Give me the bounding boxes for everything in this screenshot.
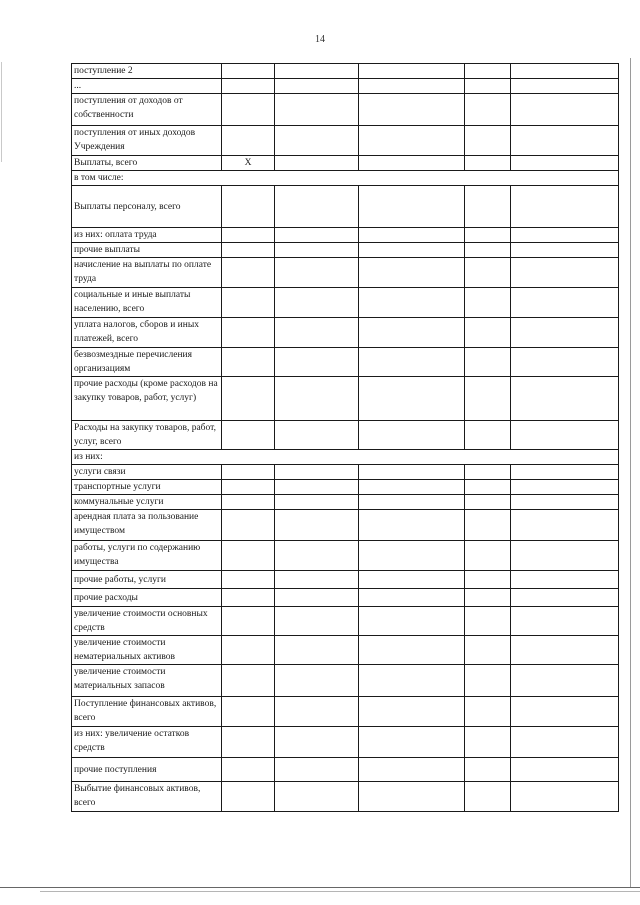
- value-cell: [359, 465, 465, 480]
- value-cell: [511, 541, 619, 571]
- value-cell: [359, 258, 465, 288]
- table-row: [72, 465, 619, 480]
- value-cell: [511, 377, 619, 421]
- value-cell: [275, 636, 359, 665]
- table-row: [72, 607, 619, 636]
- row-label: арендная плата за пользование имуществом: [72, 510, 222, 541]
- value-cell: [275, 94, 359, 126]
- scan-edge-left: [1, 62, 2, 162]
- value-cell: [222, 727, 275, 758]
- row-label: Выплаты персоналу, всего: [72, 186, 222, 228]
- row-label: увеличение стоимости нематериальных активов: [72, 636, 222, 665]
- value-cell: [275, 421, 359, 450]
- table-row: [72, 541, 619, 571]
- table-row: [72, 665, 619, 697]
- value-cell: [275, 186, 359, 228]
- row-label: работы, услуги по содержанию имущества: [72, 541, 222, 571]
- value-cell: [222, 186, 275, 228]
- value-cell: [511, 64, 619, 79]
- scan-edge-right: [630, 58, 631, 888]
- value-cell: [359, 697, 465, 727]
- value-cell: [222, 607, 275, 636]
- value-cell: [511, 421, 619, 450]
- table-row: [72, 697, 619, 727]
- table-row: [72, 79, 619, 94]
- table-row: [72, 243, 619, 258]
- value-cell: [359, 571, 465, 589]
- value-cell: [222, 348, 275, 377]
- value-cell: [511, 94, 619, 126]
- value-cell: [222, 697, 275, 727]
- value-cell: [359, 348, 465, 377]
- value-cell: [222, 243, 275, 258]
- value-cell: [511, 589, 619, 607]
- table-row: [72, 318, 619, 348]
- row-label: начисление на выплаты по оплате труда: [72, 258, 222, 288]
- value-cell: [465, 64, 511, 79]
- value-cell: [275, 541, 359, 571]
- value-cell: [222, 318, 275, 348]
- table-row: [72, 258, 619, 288]
- value-cell: X: [222, 156, 275, 171]
- value-cell: [275, 79, 359, 94]
- value-cell: [222, 79, 275, 94]
- value-cell: [465, 589, 511, 607]
- table-row: [72, 126, 619, 156]
- row-label: Выбытие финансовых активов, всего: [72, 782, 222, 812]
- row-label: безвозмездные перечисления организациям: [72, 348, 222, 377]
- value-cell: [465, 465, 511, 480]
- value-cell: [222, 541, 275, 571]
- row-label: прочие поступления: [72, 758, 222, 782]
- financial-plan-table: [71, 63, 619, 812]
- value-cell: [275, 228, 359, 243]
- value-cell: [511, 228, 619, 243]
- table-body: [72, 64, 619, 812]
- table-row: [72, 171, 619, 186]
- value-cell: [359, 636, 465, 665]
- value-cell: [222, 665, 275, 697]
- value-cell: [359, 510, 465, 541]
- row-label: прочие работы, услуги: [72, 571, 222, 589]
- value-cell: [511, 665, 619, 697]
- row-label: прочие расходы: [72, 589, 222, 607]
- value-cell: [465, 571, 511, 589]
- value-cell: [359, 228, 465, 243]
- value-cell: [511, 318, 619, 348]
- value-cell: [359, 782, 465, 812]
- value-cell: [275, 465, 359, 480]
- table-row: [72, 480, 619, 495]
- value-cell: [222, 465, 275, 480]
- value-cell: [465, 636, 511, 665]
- table-row: [72, 782, 619, 812]
- value-cell: [511, 348, 619, 377]
- value-cell: [275, 480, 359, 495]
- value-cell: [511, 727, 619, 758]
- value-cell: [359, 186, 465, 228]
- value-cell: [222, 64, 275, 79]
- value-cell: [359, 727, 465, 758]
- value-cell: [275, 64, 359, 79]
- value-cell: [222, 288, 275, 318]
- row-label: поступления от доходов от собственности: [72, 94, 222, 126]
- value-cell: [359, 607, 465, 636]
- value-cell: [465, 186, 511, 228]
- table-row: [72, 589, 619, 607]
- value-cell: [359, 589, 465, 607]
- row-label: Выплаты, всего: [72, 156, 222, 171]
- row-label: уплата налогов, сборов и иных платежей, всего: [72, 318, 222, 348]
- value-cell: [275, 665, 359, 697]
- value-cell: [275, 697, 359, 727]
- row-label: ...: [72, 79, 222, 94]
- value-cell: [465, 727, 511, 758]
- value-cell: [465, 421, 511, 450]
- row-label: услуги связи: [72, 465, 222, 480]
- value-cell: [465, 156, 511, 171]
- value-cell: [465, 94, 511, 126]
- value-cell: [222, 258, 275, 288]
- value-cell: [511, 258, 619, 288]
- row-label: прочие выплаты: [72, 243, 222, 258]
- value-cell: [465, 228, 511, 243]
- value-cell: [511, 697, 619, 727]
- value-cell: [511, 186, 619, 228]
- value-cell: [511, 480, 619, 495]
- value-cell: [275, 589, 359, 607]
- row-label: Поступление финансовых активов, всего: [72, 697, 222, 727]
- table-row: [72, 94, 619, 126]
- value-cell: [511, 156, 619, 171]
- value-cell: [275, 782, 359, 812]
- scan-edge-bottom-secondary: [40, 891, 640, 892]
- row-label: транспортные услуги: [72, 480, 222, 495]
- row-label: в том числе:: [72, 171, 619, 186]
- value-cell: [275, 758, 359, 782]
- value-cell: [359, 288, 465, 318]
- row-label: Расходы на закупку товаров, работ, услуг, всего: [72, 421, 222, 450]
- value-cell: [222, 228, 275, 243]
- value-cell: [359, 318, 465, 348]
- row-label: из них: увеличение остатков средств: [72, 727, 222, 758]
- value-cell: [511, 465, 619, 480]
- table-row: [72, 348, 619, 377]
- value-cell: [222, 421, 275, 450]
- table-row: [72, 228, 619, 243]
- table-row: [72, 377, 619, 421]
- value-cell: [275, 571, 359, 589]
- page-number: 14: [315, 34, 325, 45]
- value-cell: [222, 782, 275, 812]
- value-cell: [465, 377, 511, 421]
- value-cell: [275, 156, 359, 171]
- value-cell: [465, 258, 511, 288]
- value-cell: [275, 126, 359, 156]
- scan-edge-bottom: [0, 887, 640, 888]
- value-cell: [359, 156, 465, 171]
- value-cell: [465, 541, 511, 571]
- value-cell: [222, 94, 275, 126]
- row-label: увеличение стоимости основных средств: [72, 607, 222, 636]
- value-cell: [465, 126, 511, 156]
- value-cell: [275, 243, 359, 258]
- value-cell: [275, 495, 359, 510]
- value-cell: [222, 495, 275, 510]
- row-label: прочие расходы (кроме расходов на закупку товаров, работ, услуг): [72, 377, 222, 421]
- table-row: [72, 421, 619, 450]
- table-row: [72, 727, 619, 758]
- value-cell: [465, 348, 511, 377]
- value-cell: [275, 318, 359, 348]
- value-cell: [359, 665, 465, 697]
- value-cell: [465, 510, 511, 541]
- value-cell: [465, 665, 511, 697]
- value-cell: [222, 126, 275, 156]
- value-cell: [359, 421, 465, 450]
- row-label: поступление 2: [72, 64, 222, 79]
- table-row: [72, 64, 619, 79]
- value-cell: [511, 243, 619, 258]
- value-cell: [359, 243, 465, 258]
- value-cell: [359, 94, 465, 126]
- value-cell: [511, 288, 619, 318]
- table-row: [72, 288, 619, 318]
- table-row: [72, 571, 619, 589]
- value-cell: [359, 495, 465, 510]
- value-cell: [359, 377, 465, 421]
- value-cell: [511, 126, 619, 156]
- value-cell: [275, 258, 359, 288]
- table-row: [72, 186, 619, 228]
- value-cell: [222, 589, 275, 607]
- value-cell: [465, 79, 511, 94]
- value-cell: [275, 377, 359, 421]
- value-cell: [465, 318, 511, 348]
- value-cell: [511, 571, 619, 589]
- row-label: поступления от иных доходов Учреждения: [72, 126, 222, 156]
- value-cell: [511, 79, 619, 94]
- value-cell: [465, 782, 511, 812]
- table-row: [72, 156, 619, 171]
- value-cell: [511, 782, 619, 812]
- value-cell: [359, 758, 465, 782]
- value-cell: [222, 636, 275, 665]
- row-label: социальные и иные выплаты населению, всего: [72, 288, 222, 318]
- value-cell: [275, 607, 359, 636]
- value-cell: [222, 758, 275, 782]
- value-cell: [511, 758, 619, 782]
- value-cell: [275, 727, 359, 758]
- table-row: [72, 636, 619, 665]
- value-cell: [465, 758, 511, 782]
- table-row: [72, 758, 619, 782]
- value-cell: [275, 288, 359, 318]
- value-cell: [359, 64, 465, 79]
- value-cell: [222, 510, 275, 541]
- value-cell: [222, 571, 275, 589]
- table-row: [72, 450, 619, 465]
- row-label: увеличение стоимости материальных запасов: [72, 665, 222, 697]
- value-cell: [511, 636, 619, 665]
- value-cell: [222, 377, 275, 421]
- value-cell: [465, 607, 511, 636]
- value-cell: [465, 495, 511, 510]
- value-cell: [511, 495, 619, 510]
- value-cell: [465, 697, 511, 727]
- row-label: из них: оплата труда: [72, 228, 222, 243]
- value-cell: [222, 480, 275, 495]
- table-row: [72, 495, 619, 510]
- value-cell: [359, 541, 465, 571]
- value-cell: [465, 288, 511, 318]
- row-label: коммунальные услуги: [72, 495, 222, 510]
- value-cell: [465, 480, 511, 495]
- value-cell: [511, 510, 619, 541]
- value-cell: [511, 607, 619, 636]
- value-cell: [275, 510, 359, 541]
- value-cell: [359, 480, 465, 495]
- row-label: из них:: [72, 450, 619, 465]
- table-row: [72, 510, 619, 541]
- value-cell: [275, 348, 359, 377]
- value-cell: [359, 79, 465, 94]
- value-cell: [359, 126, 465, 156]
- value-cell: [465, 243, 511, 258]
